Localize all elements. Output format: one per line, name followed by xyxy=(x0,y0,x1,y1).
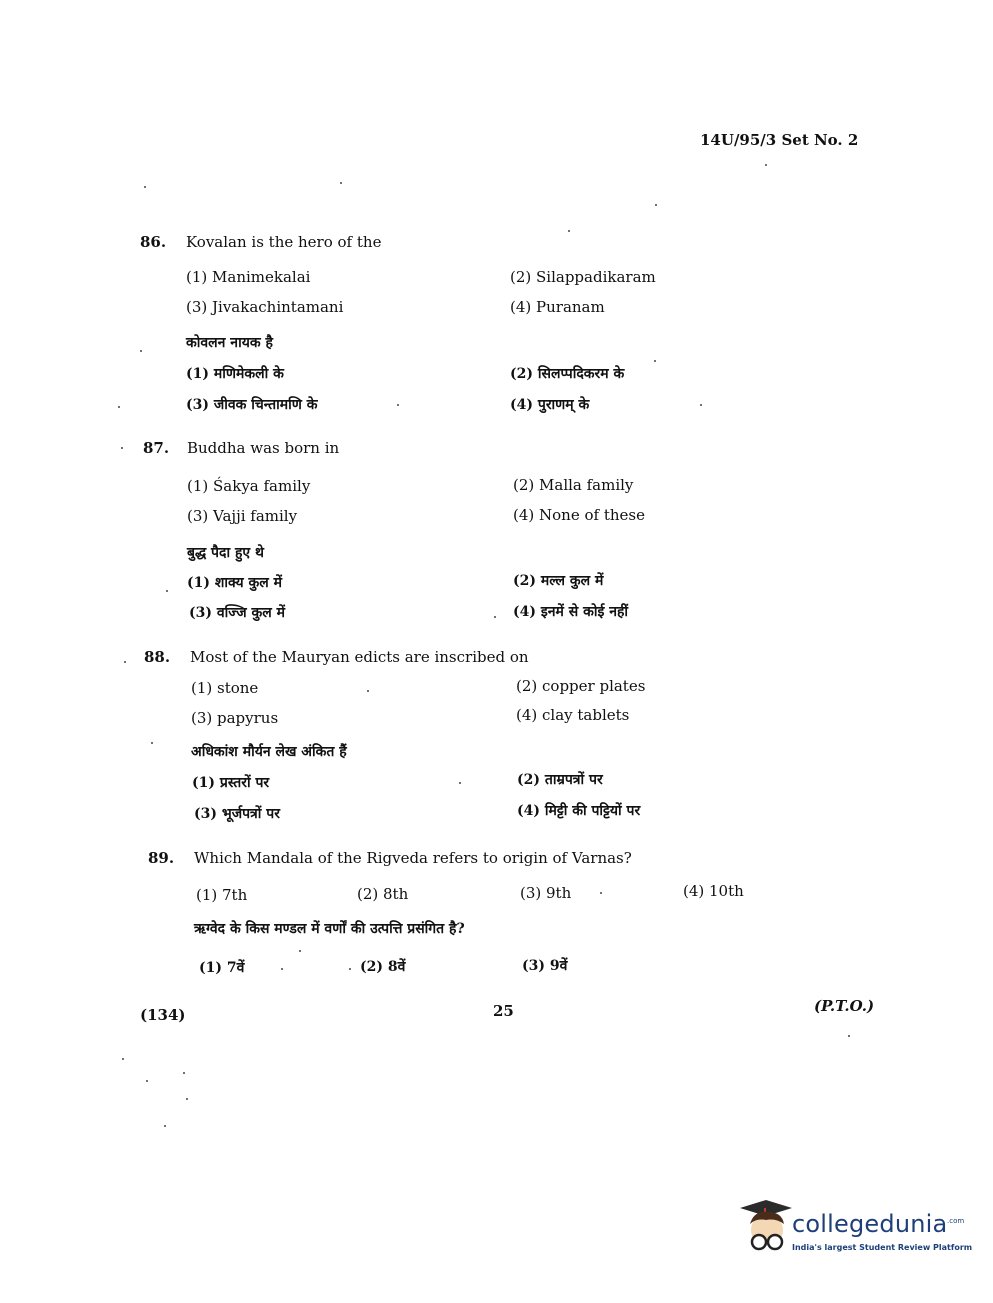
option-1: (1) 7th xyxy=(196,886,248,904)
brand-name: collegedunia xyxy=(792,1210,948,1238)
option-2: (2) Malla family xyxy=(513,476,634,494)
brand-tagline: India's largest Student Review Platform xyxy=(792,1243,973,1252)
option-2-hindi: (2) ताम्रपत्रों पर xyxy=(517,772,603,788)
option-2-hindi: (2) सिलप्पदिकरम के xyxy=(510,366,625,382)
mascot-icon xyxy=(736,1198,794,1258)
option-4-hindi: (4) मिट्टी की पट्टियों पर xyxy=(517,803,641,819)
option-4: (4) None of these xyxy=(513,506,645,524)
option-3: (3) 9th xyxy=(520,884,572,902)
page-number: 25 xyxy=(493,1002,514,1020)
option-3: (3) papyrus xyxy=(191,709,279,727)
option-2-hindi: (2) 8वें xyxy=(360,959,406,975)
option-1-hindi: (1) शाक्य कुल में xyxy=(187,575,282,591)
option-1: (1) Manimekalai xyxy=(186,268,311,286)
option-2-hindi: (2) मल्ल कुल में xyxy=(513,573,604,589)
question-text: Buddha was born in xyxy=(187,439,340,457)
question-text: Kovalan is the hero of the xyxy=(186,233,382,251)
question-number: 88. xyxy=(144,648,171,666)
collegedunia-watermark xyxy=(736,1198,973,1260)
option-2: (2) 8th xyxy=(357,885,409,903)
option-3-hindi: (3) वज्जि कुल में xyxy=(189,605,286,621)
question-text-hindi: बुद्ध पैदा हुए थे xyxy=(187,545,264,561)
option-1: (1) stone xyxy=(191,679,259,697)
paper-code: 14U/95/3 Set No. 2 xyxy=(700,131,859,149)
question-text-hindi: कोवलन नायक है xyxy=(186,335,273,351)
option-2: (2) Silappadikaram xyxy=(510,268,656,286)
option-4: (4) clay tablets xyxy=(516,706,630,724)
option-1-hindi: (1) मणिमेकली के xyxy=(186,366,284,382)
option-3-hindi: (3) जीवक चिन्तामणि के xyxy=(186,397,318,413)
option-2: (2) copper plates xyxy=(516,677,646,695)
option-3: (3) Vajji family xyxy=(187,507,298,525)
option-4: (4) 10th xyxy=(683,882,744,900)
question-text: Which Mandala of the Rigveda refers to origin of Varnas? xyxy=(194,849,632,867)
question-text: Most of the Mauryan edicts are inscribed on xyxy=(190,648,529,666)
question-number: 86. xyxy=(140,233,167,251)
brand-domain: .com xyxy=(947,1217,965,1225)
option-4-hindi: (4) पुराणम् के xyxy=(510,397,590,413)
option-4: (4) Puranam xyxy=(510,298,605,316)
option-1: (1) Śakya family xyxy=(187,477,311,495)
question-number: 89. xyxy=(148,849,175,867)
option-3: (3) Jivakachintamani xyxy=(186,298,344,316)
question-text-hindi: अधिकांश मौर्यन लेख अंकित हैं xyxy=(191,744,347,760)
pto-label: (P.T.O.) xyxy=(814,997,875,1015)
option-3-hindi: (3) भूर्जपत्रों पर xyxy=(194,806,280,822)
option-1-hindi: (1) 7वें xyxy=(199,960,245,976)
question-number: 87. xyxy=(143,439,170,457)
option-3-hindi: (3) 9वें xyxy=(522,958,568,974)
footer-code: (134) xyxy=(140,1006,186,1024)
option-4-hindi: (4) इनमें से कोई नहीं xyxy=(513,604,629,620)
question-text-hindi: ऋग्वेद के किस मण्डल में वर्णों की उत्पत्ति प्रसंगित है? xyxy=(194,921,465,937)
option-1-hindi: (1) प्रस्तरों पर xyxy=(192,775,270,791)
